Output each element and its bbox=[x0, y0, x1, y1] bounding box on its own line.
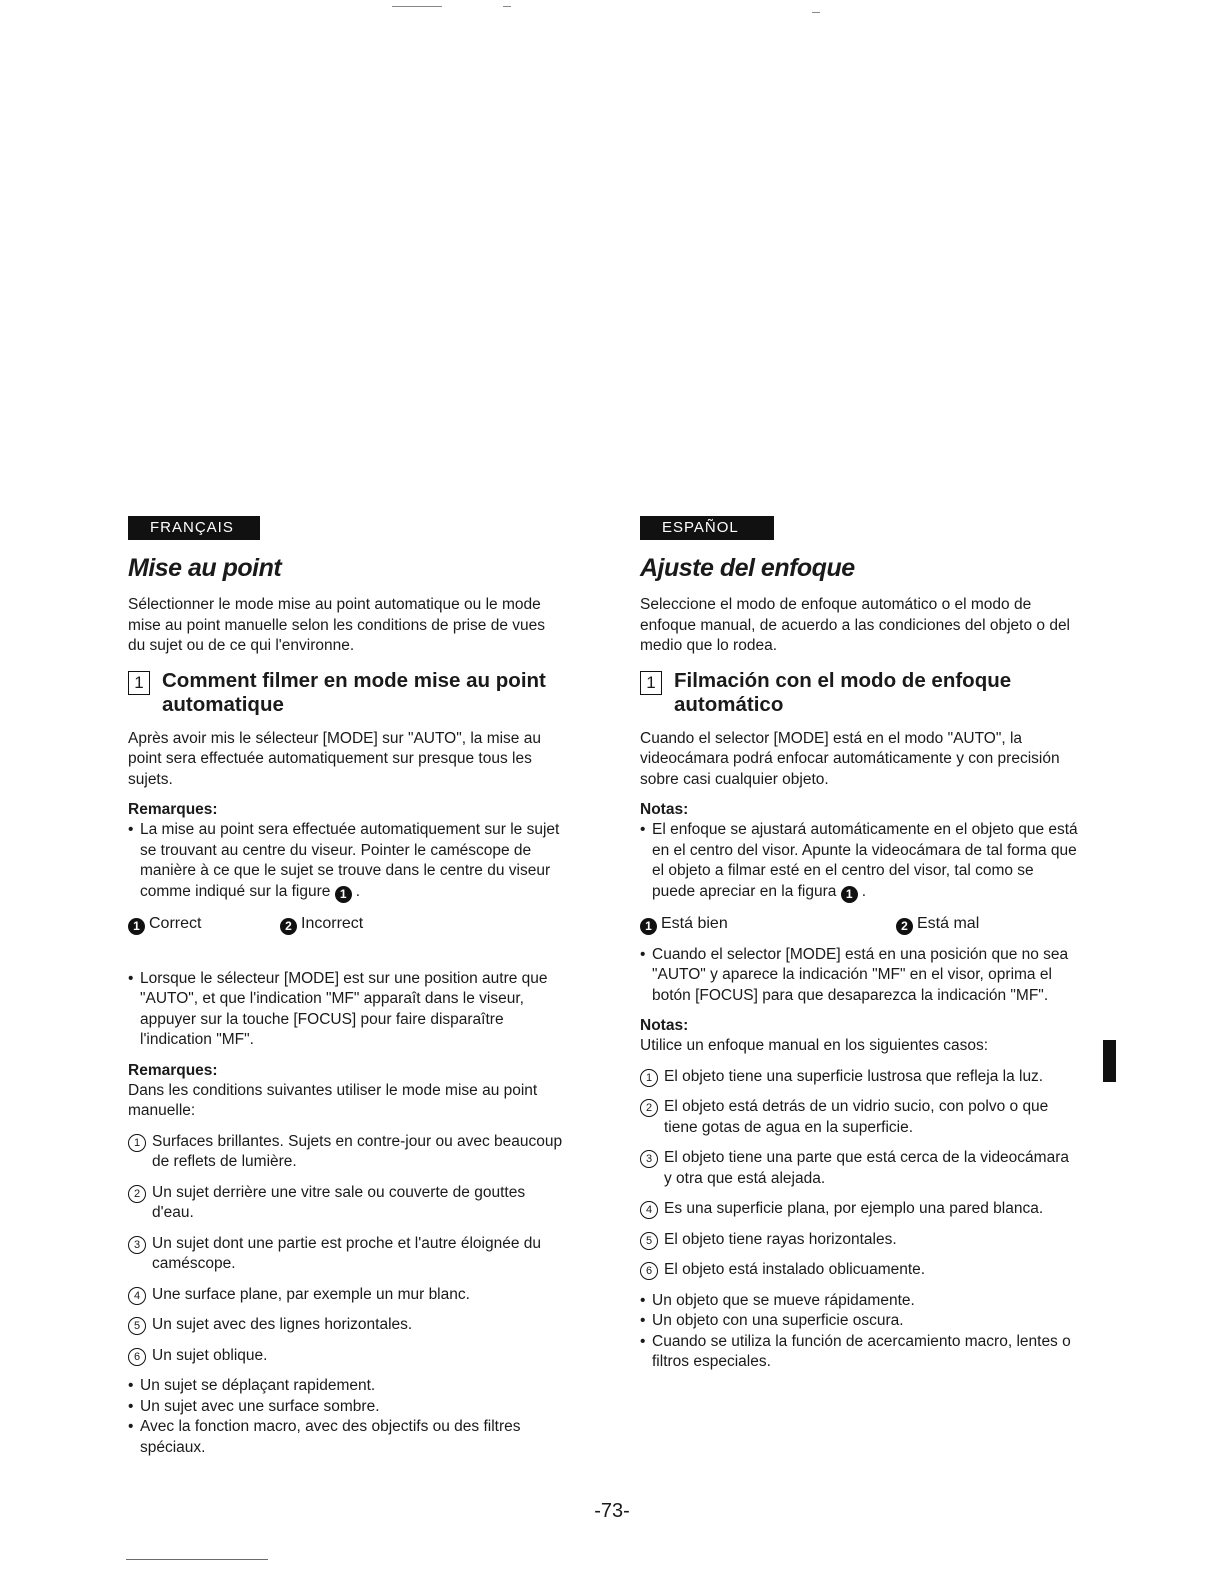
circled-number-icon: 6 bbox=[128, 1348, 146, 1366]
label-esta-mal: Está mal bbox=[917, 914, 980, 932]
spanish-note-2: • Cuando el selector [MODE] está en una posición que no sea "AUTO" y aparece la indicación "MF" en el visor, oprima el botón [FOCUS] para que desaparezca la indicación "MF". bbox=[640, 945, 1080, 1007]
list-item: 3 El objeto tiene una parte que está cerca de la videocámara y otra que está alejada. bbox=[640, 1148, 1080, 1189]
spanish-intro: Seleccione el modo de enfoque automático o el modo de enfoque manual, de acuerdo a las condiciones del objeto o del medio que lo rodea. bbox=[640, 596, 1071, 654]
spanish-figure-labels bbox=[640, 913, 1080, 935]
list-item: 3 Un sujet dont une partie est proche et l'autre éloignée du caméscope. bbox=[128, 1234, 566, 1275]
language-tab-spanish: ESPAÑOL bbox=[640, 516, 774, 540]
french-section-title: Comment filmer en mode mise au point automatique bbox=[162, 668, 546, 716]
spanish-extra-bullets bbox=[640, 1291, 1080, 1373]
figure-2-badge-icon: 2 bbox=[280, 918, 297, 935]
bullet-item: • Un objeto con una superficie oscura. bbox=[640, 1311, 1080, 1332]
list-item: 4 Es una superficie plana, por ejemplo una pared blanca. bbox=[640, 1199, 1080, 1220]
spanish-section-text: Cuando el selector [MODE] está en el modo "AUTO", la videocámara podrá enfocar automáticamente y con precisión sobre casi cualquier objeto. bbox=[640, 729, 1060, 788]
french-manual-intro: Dans les conditions suivantes utiliser le mode mise au point manuelle: bbox=[128, 1081, 538, 1119]
list-item: 2 Un sujet derrière une vitre sale ou couverte de gouttes d'eau. bbox=[128, 1183, 566, 1224]
list-item: 5 Un sujet avec des lignes horizontales. bbox=[128, 1315, 566, 1336]
list-item: 6 El objeto está instalado oblicuamente. bbox=[640, 1260, 1080, 1281]
label-esta-bien: Está bien bbox=[661, 914, 728, 932]
list-item: 6 Un sujet oblique. bbox=[128, 1346, 566, 1367]
circled-number-icon: 4 bbox=[128, 1287, 146, 1305]
spanish-fig-label-1 bbox=[640, 913, 896, 935]
language-tab-french: FRANÇAIS bbox=[128, 516, 260, 540]
scan-mark bbox=[812, 12, 820, 13]
figure-2-badge-icon: 2 bbox=[896, 918, 913, 935]
footer-rule bbox=[126, 1559, 268, 1560]
circled-number-icon: 5 bbox=[640, 1232, 658, 1250]
spanish-fig-label-2 bbox=[896, 913, 979, 935]
spanish-notes-heading: Notas: bbox=[640, 801, 689, 818]
section-number-box: 1 bbox=[640, 671, 662, 695]
spanish-note-1: • El enfoque se ajustará automáticamente en el objeto que está en el centro del visor. Apunte la videocámara de tal forma que el objeto a filmar esté en el centro del visor, tal como se puede apreciar en la figura 1 . bbox=[640, 820, 1080, 903]
french-fig-label-1 bbox=[128, 913, 280, 935]
figure-1-badge-icon: 1 bbox=[335, 886, 352, 903]
list-item: 4 Une surface plane, par exemple un mur blanc. bbox=[128, 1285, 566, 1306]
french-remarks-heading: Remarques: bbox=[128, 801, 218, 818]
circled-number-icon: 1 bbox=[640, 1069, 658, 1087]
edge-tab-marker bbox=[1103, 1040, 1116, 1082]
page-number: -73- bbox=[594, 1500, 630, 1522]
french-remarks2-heading: Remarques: bbox=[128, 1061, 218, 1079]
circled-number-icon: 2 bbox=[640, 1099, 658, 1117]
list-item: 1 El objeto tiene una superficie lustrosa que refleja la luz. bbox=[640, 1067, 1080, 1088]
spanish-title: Ajuste del enfoque bbox=[640, 554, 855, 582]
label-correct: Correct bbox=[149, 914, 202, 932]
french-column bbox=[128, 516, 566, 1458]
spanish-section-heading bbox=[640, 669, 1080, 717]
french-title: Mise au point bbox=[128, 554, 282, 582]
scan-mark bbox=[392, 6, 442, 7]
circled-number-icon: 2 bbox=[128, 1185, 146, 1203]
french-fig-label-2 bbox=[280, 913, 363, 935]
spanish-numbered-list bbox=[640, 1067, 1080, 1281]
bullet-item: • Avec la fonction macro, avec des objectifs ou des filtres spéciaux. bbox=[128, 1417, 566, 1458]
figure-1-badge-icon: 1 bbox=[841, 886, 858, 903]
spanish-column bbox=[640, 516, 1080, 1373]
circled-number-icon: 4 bbox=[640, 1201, 658, 1219]
circled-number-icon: 3 bbox=[640, 1150, 658, 1168]
label-incorrect: Incorrect bbox=[301, 914, 364, 932]
french-section-heading bbox=[128, 669, 566, 717]
spanish-manual-intro: Utilice un enfoque manual en los siguientes casos: bbox=[640, 1037, 989, 1054]
scan-mark bbox=[503, 6, 511, 7]
french-remark-1: • La mise au point sera effectuée automatiquement sur le sujet se trouvant au centre du viseur. Pointer le caméscope de manière à ce que le sujet se trouve dans le centre du viseur comme indiqué sur la figure 1 . bbox=[128, 820, 566, 903]
spanish-notes2-heading: Notas: bbox=[640, 1017, 689, 1034]
section-number-box: 1 bbox=[128, 671, 150, 695]
bullet-item: • Un sujet avec une surface sombre. bbox=[128, 1397, 566, 1418]
figure-1-badge-icon: 1 bbox=[640, 918, 657, 935]
list-item: 2 El objeto está detrás de un vidrio sucio, con polvo o que tiene gotas de agua en la superficie. bbox=[640, 1097, 1080, 1138]
circled-number-icon: 5 bbox=[128, 1317, 146, 1335]
spanish-note-1-text: El enfoque se ajustará automáticamente en el objeto que está en el centro del visor. Apunte la videocámara de tal forma que el objeto a filmar esté en el centro del visor, tal como se puede apreciar en la figura bbox=[652, 821, 1078, 900]
list-item: 1 Surfaces brillantes. Sujets en contre-jour ou avec beaucoup de reflets de lumière. bbox=[128, 1132, 566, 1173]
french-remark-1-text: La mise au point sera effectuée automatiquement sur le sujet se trouvant au centre du viseur. Pointer le caméscope de manière à ce que le sujet se trouve dans le centre du viseur comme indiqué sur la figure bbox=[140, 821, 560, 900]
figure-1-badge-icon: 1 bbox=[128, 918, 145, 935]
spacer bbox=[128, 945, 566, 969]
french-extra-bullets bbox=[128, 1376, 566, 1458]
circled-number-icon: 1 bbox=[128, 1134, 146, 1152]
bullet-item: • Cuando se utiliza la función de acercamiento macro, lentes o filtros especiales. bbox=[640, 1332, 1080, 1373]
french-numbered-list bbox=[128, 1132, 566, 1367]
circled-number-icon: 6 bbox=[640, 1262, 658, 1280]
bullet-item: • Un objeto que se mueve rápidamente. bbox=[640, 1291, 1080, 1312]
french-remark-2: • Lorsque le sélecteur [MODE] est sur une position autre que "AUTO", et que l'indication "MF" apparaît dans le viseur, appuyer sur la touche [FOCUS] pour faire disparaître l'indication "MF". bbox=[128, 969, 566, 1051]
french-section-text: Après avoir mis le sélecteur [MODE] sur "AUTO", la mise au point sera effectuée automatiquement sur presque tous les sujets. bbox=[128, 729, 541, 788]
list-item: 5 El objeto tiene rayas horizontales. bbox=[640, 1230, 1080, 1251]
french-intro: Sélectionner le mode mise au point automatique ou le mode mise au point manuelle selon les conditions de prise de vues du sujet ou de ce qui l'environne. bbox=[128, 596, 546, 654]
circled-number-icon: 3 bbox=[128, 1236, 146, 1254]
french-figure-labels bbox=[128, 913, 566, 935]
spanish-section-title: Filmación con el modo de enfoque automático bbox=[674, 668, 1012, 716]
bullet-item: • Un sujet se déplaçant rapidement. bbox=[128, 1376, 566, 1397]
